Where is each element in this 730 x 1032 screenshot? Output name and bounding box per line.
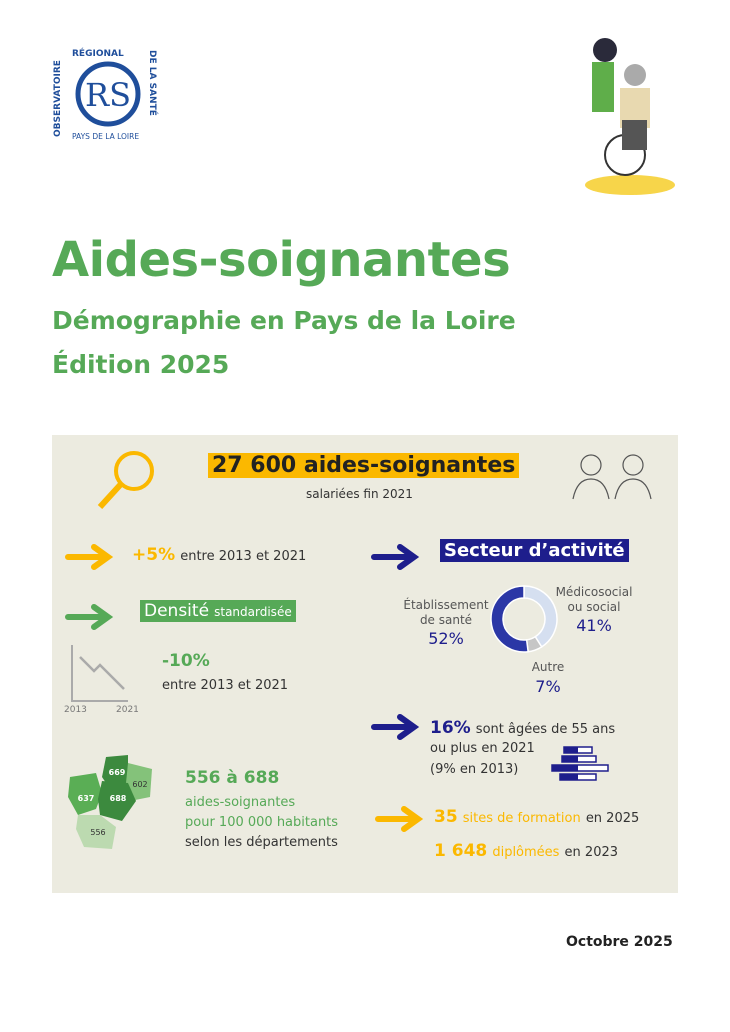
- svg-text:RÉGIONAL: RÉGIONAL: [72, 49, 124, 59]
- edition: Édition 2025: [52, 350, 230, 379]
- age-text3: (9% en 2013): [430, 762, 519, 777]
- dept-label: 669: [108, 768, 126, 777]
- graduates-year: en 2023: [564, 845, 619, 860]
- dept-label: 688: [109, 794, 127, 803]
- svg-text:DE LA SANTÉ: DE LA SANTÉ: [147, 50, 157, 116]
- dept-label: 602: [132, 780, 148, 789]
- density-value: -10%: [162, 651, 210, 671]
- density-label-small: standardisée: [214, 605, 292, 619]
- magnifier-icon: [94, 447, 160, 513]
- map-line3: selon les départements: [185, 835, 338, 850]
- graduates-value: 1 648: [434, 841, 488, 861]
- infographic-panel: [52, 435, 678, 893]
- slice-label: Autre: [531, 660, 565, 674]
- caregivers-icon: [567, 445, 657, 501]
- ors-logo: [52, 42, 162, 142]
- slice-pct: 7%: [535, 677, 561, 696]
- caregiver-illustration: [580, 30, 690, 200]
- sites-label: sites de formation: [462, 811, 581, 826]
- axis-end: 2021: [116, 705, 139, 715]
- sector-title: Secteur d’activité: [440, 539, 629, 562]
- arrow-right-icon: [374, 805, 424, 833]
- slice-label: Médicosocial: [555, 585, 633, 599]
- map-line1: aides-soignantes: [185, 795, 296, 810]
- growth-text: entre 2013 et 2021: [180, 549, 307, 564]
- headline-note: salariées fin 2021: [306, 487, 413, 501]
- axis-start: 2013: [64, 705, 87, 715]
- age-text2: ou plus en 2021: [430, 741, 535, 756]
- slice-pct: 41%: [576, 616, 612, 635]
- growth-value: +5%: [132, 545, 176, 565]
- arrow-right-icon: [64, 543, 114, 571]
- svg-text:OBSERVATOIRE: OBSERVATOIRE: [53, 60, 63, 137]
- svg-text:PAYS DE LA LOIRE: PAYS DE LA LOIRE: [72, 132, 140, 141]
- slice-pct: 52%: [428, 629, 464, 648]
- arrow-right-icon: [370, 543, 420, 571]
- arrow-right-icon: [64, 603, 114, 631]
- slice-label: ou social: [567, 600, 621, 614]
- sites-value: 35: [434, 807, 458, 827]
- graduates-label: diplômées: [492, 845, 560, 860]
- headline-value: 27 600 aides-soignantes: [208, 453, 519, 478]
- age-value: 16%: [430, 718, 471, 738]
- page-subtitle: Démographie en Pays de la Loire: [52, 306, 516, 335]
- map-line2: pour 100 000 habitants: [185, 815, 339, 830]
- density-text: entre 2013 et 2021: [162, 678, 289, 693]
- page-title: Aides-soignantes: [52, 232, 511, 288]
- age-text1: sont âgées de 55 ans: [475, 722, 616, 737]
- svg-text:RS: RS: [84, 76, 132, 114]
- arrow-right-icon: [370, 713, 420, 741]
- slice-label: Établissement: [403, 598, 489, 612]
- dept-label: 556: [90, 828, 106, 837]
- publication-date: Octobre 2025: [566, 934, 673, 950]
- dept-label: 637: [77, 794, 95, 803]
- donut-slice: [491, 586, 528, 652]
- sites-year: en 2025: [585, 811, 640, 826]
- age-pyramid-icon: [550, 745, 612, 785]
- department-map: [66, 753, 158, 853]
- slice-label: de santé: [419, 613, 473, 627]
- density-range: 556 à 688: [185, 768, 280, 788]
- density-label: Densité: [144, 601, 210, 621]
- decline-chart-icon: [68, 645, 140, 705]
